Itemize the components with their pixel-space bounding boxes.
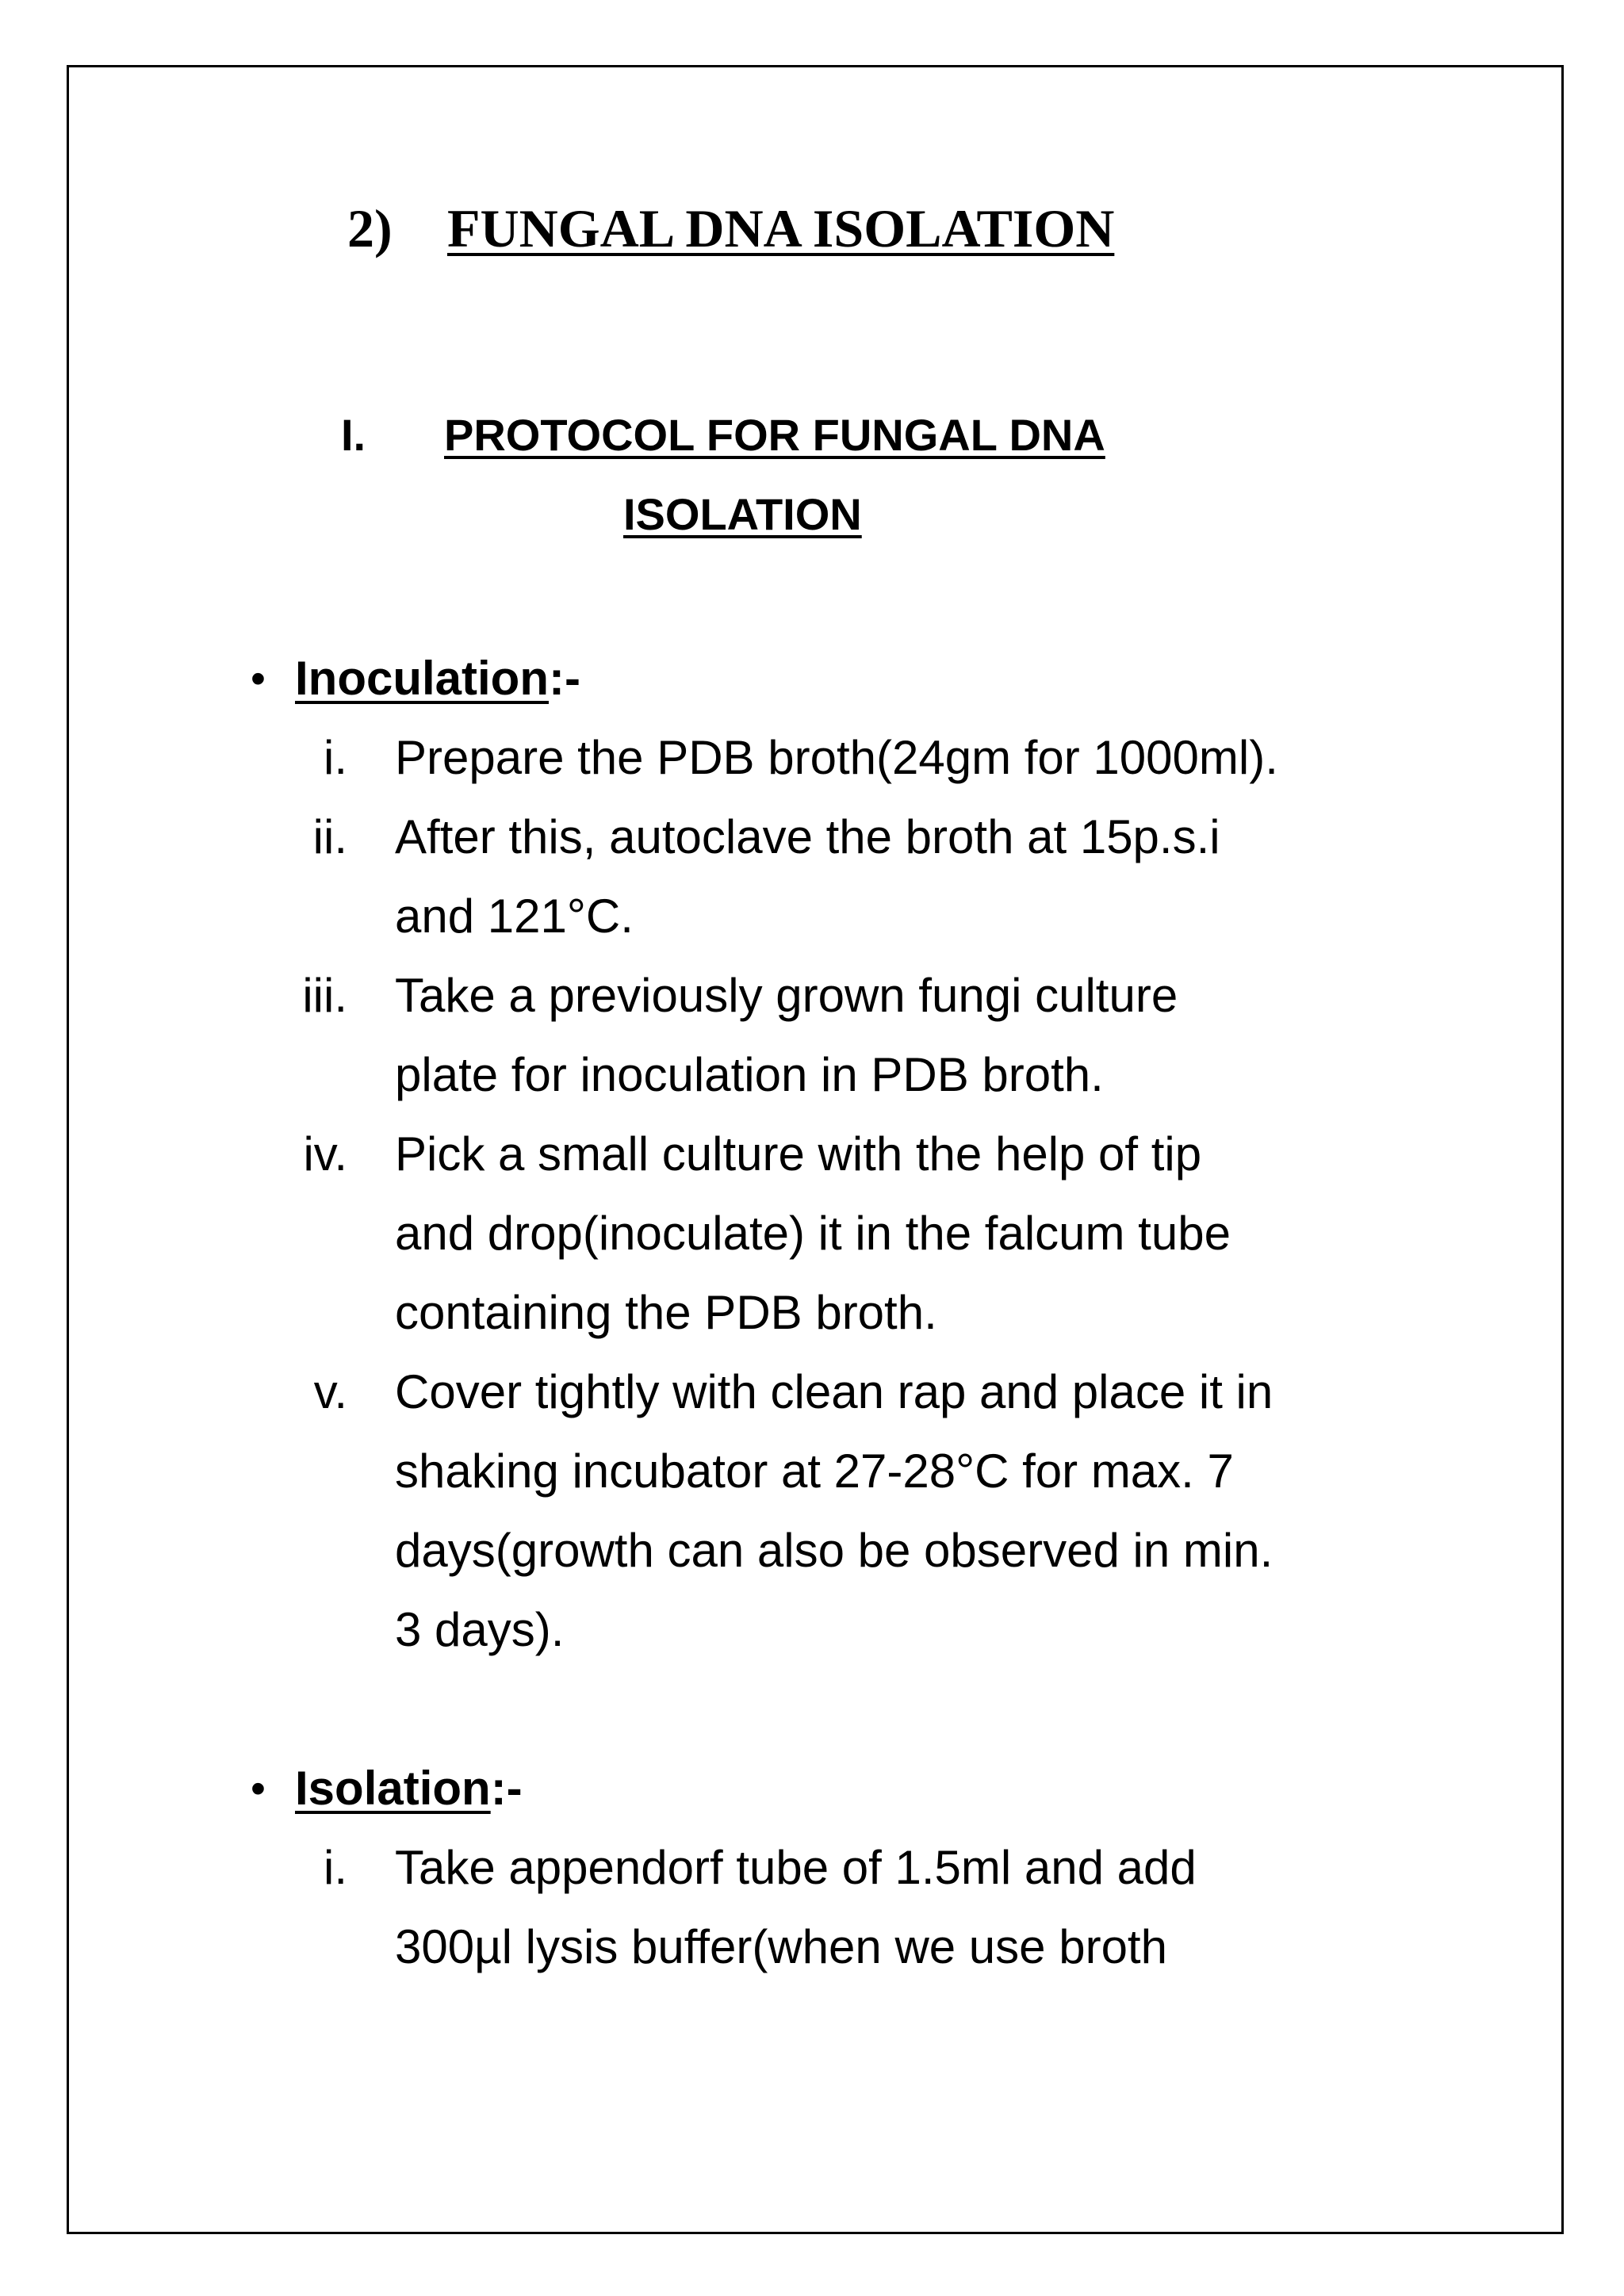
list-marker: iii. [302,969,347,1022]
list-item-text: containing the PDB broth. [395,1286,937,1339]
list-item-text: Cover tightly with clean rap and place it in [395,1365,1274,1418]
section-title-suffix: :- [490,1762,523,1815]
list-item-text: plate for inoculation in PDB broth. [395,1048,1104,1101]
list-item-text: After this, autoclave the broth at 15p.s.i [395,810,1220,863]
list-item-text: 3 days). [395,1603,565,1656]
isolation-steps [238,1828,1507,1987]
list-item-text: Pick a small culture with the help of tip [395,1127,1202,1181]
list-item-text: and drop(inoculate) it in the falcum tube [395,1207,1231,1260]
list-item-text: shaking incubator at 27-28°C for max. 7 [395,1445,1234,1498]
page-title-number: 2) [347,198,393,258]
subheading-line-1-text: PROTOCOL FOR FUNGAL DNA [444,410,1105,460]
page-title-text: FUNGAL DNA ISOLATION [447,198,1115,258]
list-item [238,718,1507,798]
list-marker: i. [324,731,347,784]
section-title-suffix: :- [548,652,580,705]
bullet-icon: • [251,655,266,702]
list-item [238,1353,1507,1670]
subheading-line-2-text: ISOLATION [623,489,862,539]
subheading-line-1 [444,408,1105,463]
list-item [238,1115,1507,1353]
section-heading-inoculation [251,639,580,718]
list-item-text: days(growth can also be observed in min. [395,1524,1274,1577]
list-item-text: Take a previously grown fungi culture [395,969,1178,1022]
list-item-text: Take appendorf tube of 1.5ml and add [395,1841,1197,1894]
list-item-text: and 121°C. [395,890,634,943]
section-title: Inoculation [295,652,549,705]
list-item [238,798,1507,956]
page-title [347,197,1114,260]
section-heading-isolation [251,1749,523,1828]
list-item [238,1828,1507,1987]
list-marker: iv. [303,1127,347,1181]
list-marker: v. [313,1365,347,1418]
list-item-text: Prepare the PDB broth(24gm for 1000ml). [395,731,1278,784]
list-marker: ii. [312,810,347,863]
section-title: Isolation [295,1762,491,1815]
inoculation-steps [238,718,1507,1670]
subheading-number: I. [341,410,366,460]
list-item-text: 300µl lysis buffer(when we use broth [395,1920,1167,1973]
list-item [238,956,1507,1115]
subheading-line-2 [623,487,862,542]
bullet-icon: • [251,1765,266,1812]
list-marker: i. [324,1841,347,1894]
